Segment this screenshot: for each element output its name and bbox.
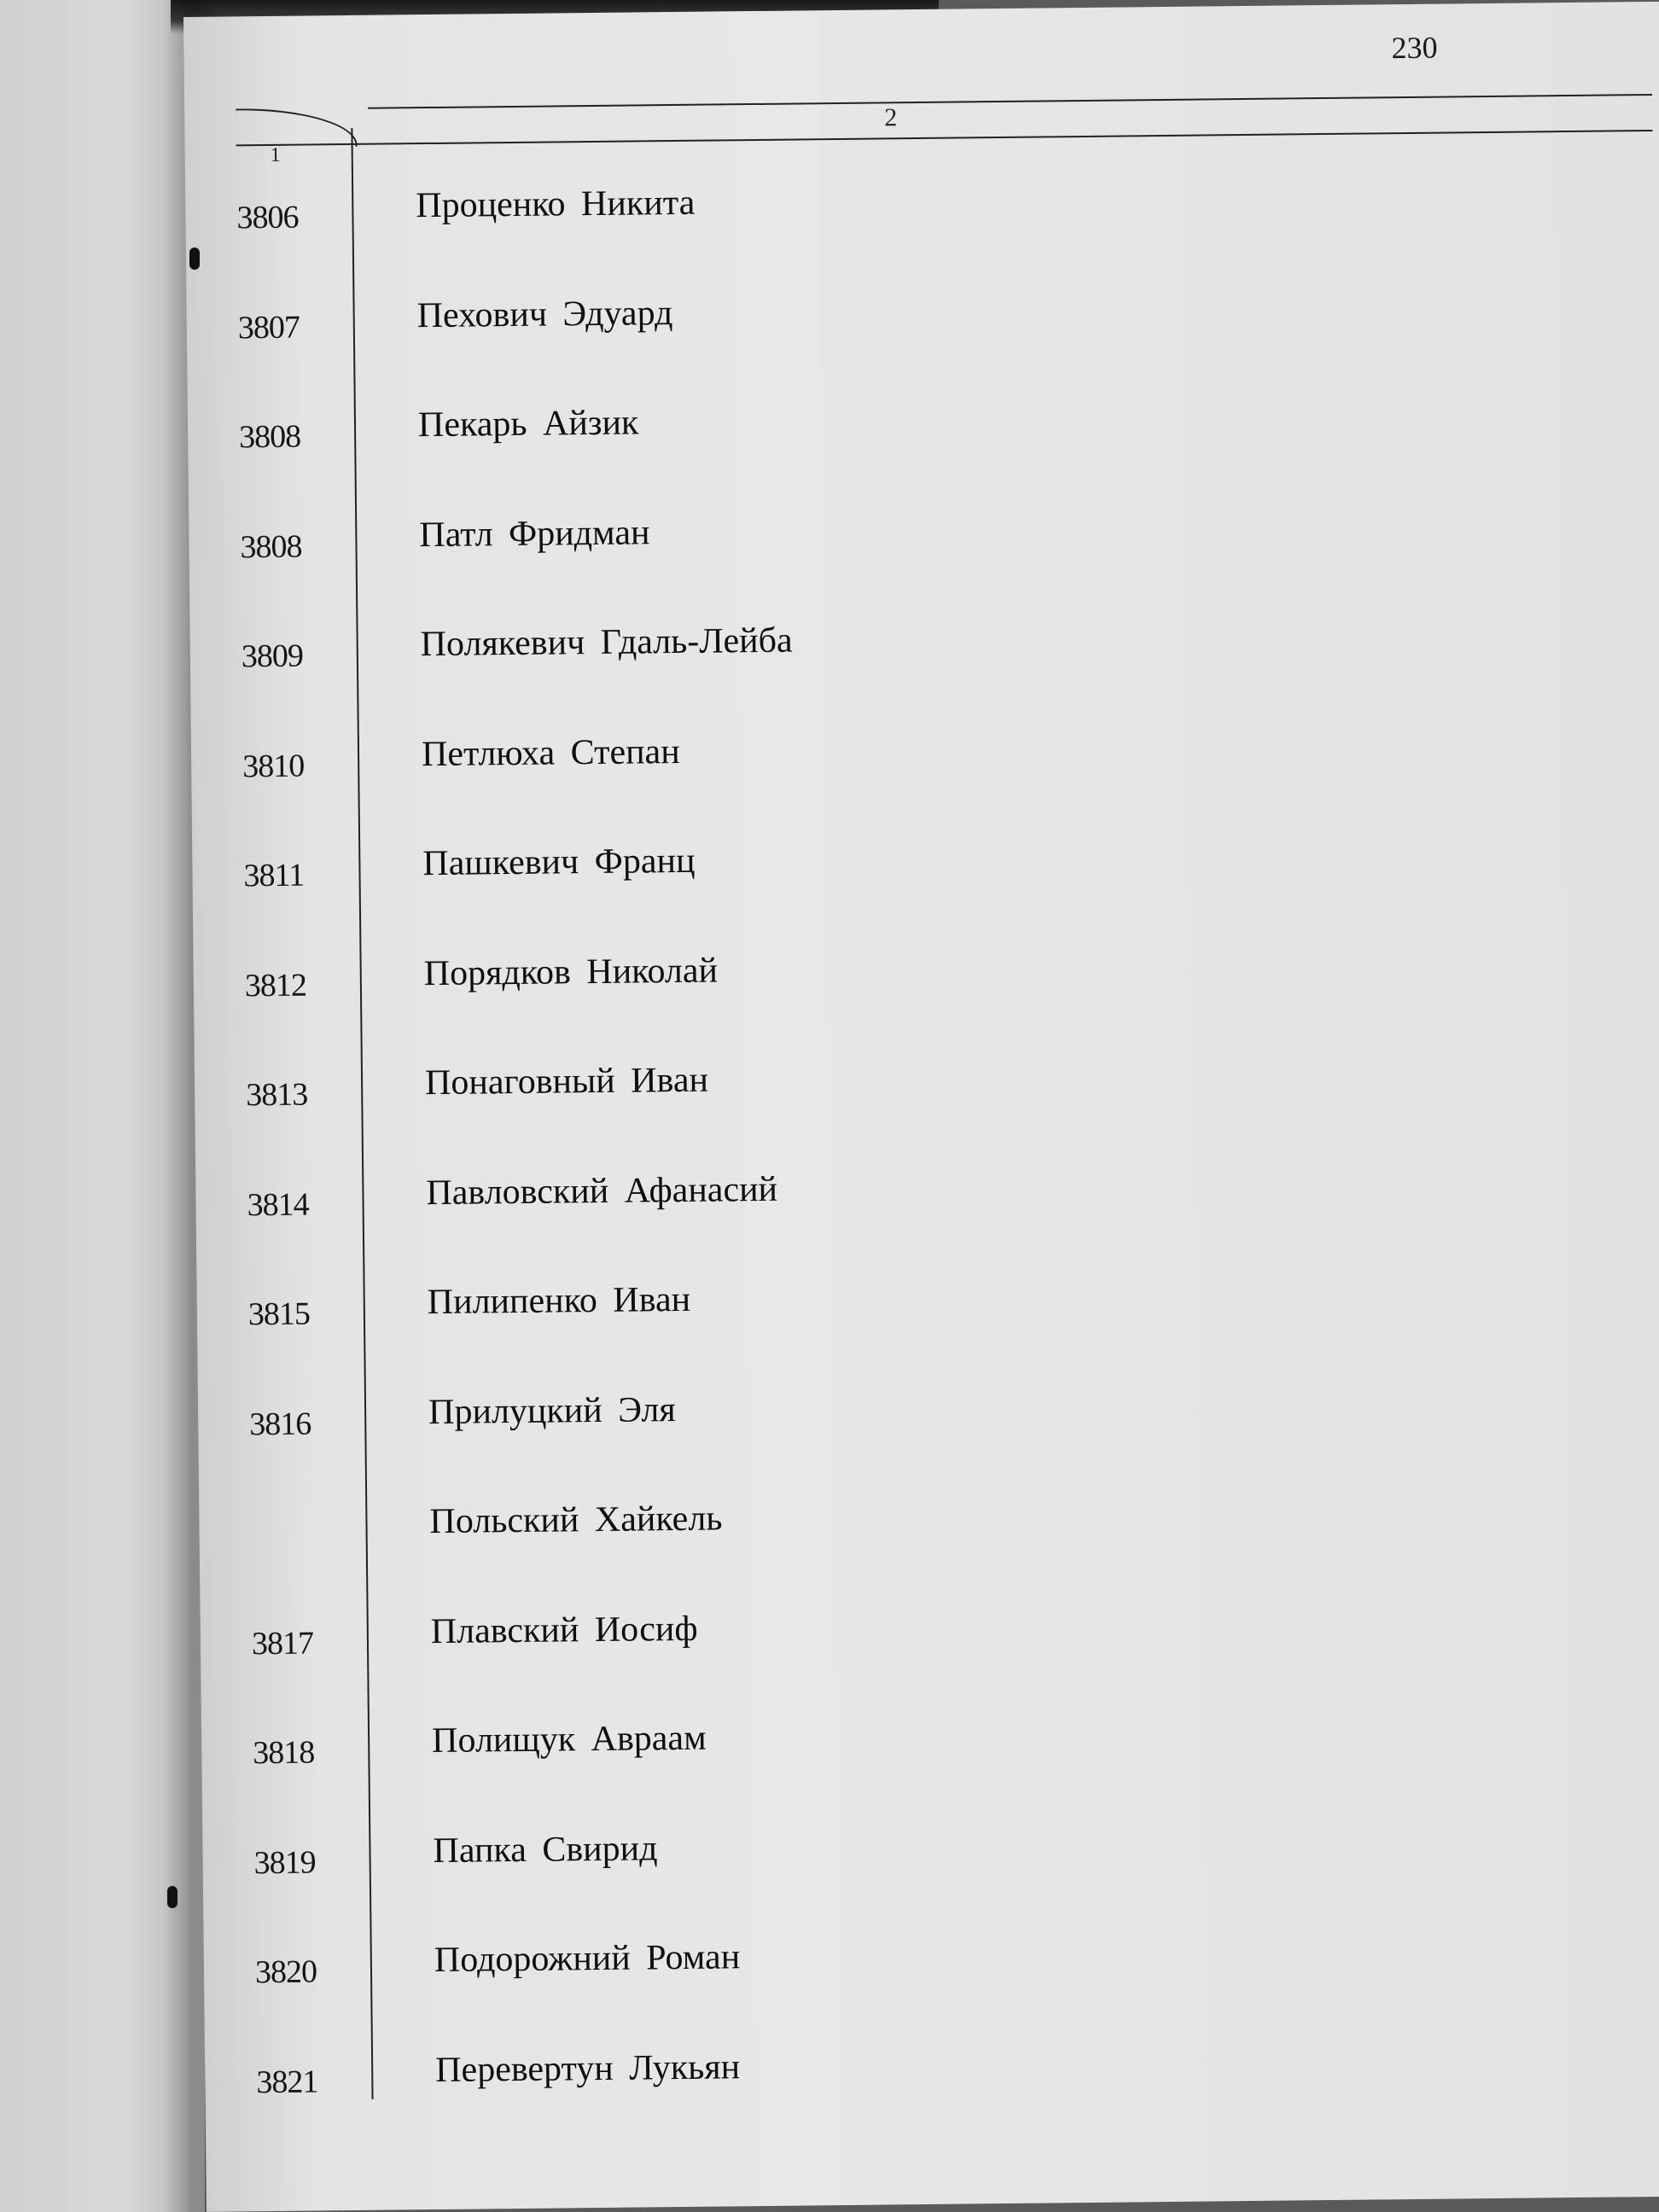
entry-name: Пекарь Айзик <box>417 403 639 445</box>
list-item <box>195 1050 1646 1174</box>
entry-name: Полищук Авраам <box>431 1718 707 1761</box>
list-item <box>189 502 1640 626</box>
page-number: 230 <box>1391 30 1438 66</box>
entry-name: Пашкевич Франц <box>422 841 696 884</box>
list-item <box>185 172 1637 297</box>
entry-number: 3807 <box>237 309 300 346</box>
entry-number: 3806 <box>236 199 299 236</box>
header-bottom-rule <box>236 130 1653 146</box>
binding-pin <box>189 247 200 270</box>
header-top-rule <box>368 94 1652 109</box>
entry-name: Полякевич Гдаль-Лейба <box>420 620 793 665</box>
list-item <box>199 1488 1650 1613</box>
entry-number: 3811 <box>243 857 305 894</box>
list-item <box>191 721 1643 846</box>
entry-name: Патл Фридман <box>419 512 650 555</box>
entry-name: Перевертун Лукьян <box>434 2046 741 2090</box>
entry-number: 3809 <box>241 637 304 675</box>
entry-number: 3808 <box>240 528 302 565</box>
entry-name: Порядков Николай <box>423 951 719 993</box>
column-header-2: 2 <box>884 103 898 132</box>
entry-number: 3819 <box>253 1844 316 1881</box>
list-item <box>188 392 1639 516</box>
entry-number: 3812 <box>244 967 307 1004</box>
list-item <box>197 1269 1649 1394</box>
entry-name: Проценко Никита <box>416 183 696 226</box>
entry-name: Плавский Иосиф <box>430 1609 698 1651</box>
list-item <box>201 1708 1653 1832</box>
entry-name: Пехович Эдуард <box>416 293 673 335</box>
entry-number: 3818 <box>253 1734 315 1772</box>
list-item <box>201 1598 1652 1723</box>
entry-name: Петлюха Степан <box>421 731 680 774</box>
entry-name: Пилипенко Иван <box>427 1279 691 1323</box>
entry-name: Польский Хайкель <box>429 1499 723 1542</box>
entry-name: Понаговный Иван <box>424 1060 709 1103</box>
entry-name: Павловский Афанасий <box>426 1169 778 1213</box>
list-item <box>204 1927 1656 2052</box>
entry-name: Папка Свирид <box>433 1828 658 1871</box>
list-item <box>194 940 1645 1065</box>
list-item <box>189 611 1641 736</box>
list-item <box>198 1379 1650 1504</box>
entry-number: 3813 <box>246 1076 308 1114</box>
list-item <box>205 2037 1656 2162</box>
list-item <box>195 1160 1647 1284</box>
column-header-1: 1 <box>270 143 281 166</box>
entry-number: 3808 <box>238 418 301 456</box>
entry-number: 3814 <box>247 1186 309 1223</box>
entry-number: 3817 <box>251 1625 314 1662</box>
entry-number <box>250 1514 352 1515</box>
entry-name: Прилуцкий Эля <box>428 1389 676 1432</box>
list-item <box>186 282 1638 407</box>
entry-number: 3810 <box>242 748 305 784</box>
header-corner-curve <box>236 108 357 148</box>
list-item <box>192 830 1644 955</box>
document-page <box>183 2 1659 2212</box>
entry-number: 3816 <box>249 1406 311 1442</box>
entry-list <box>185 172 1656 2162</box>
list-item <box>202 1818 1654 1942</box>
entry-number: 3821 <box>256 2063 318 2100</box>
entry-number: 3820 <box>254 1953 317 1991</box>
binding-pin <box>167 1886 178 1908</box>
entry-name: Подорожний Роман <box>434 1937 741 1981</box>
entry-number: 3815 <box>247 1295 311 1333</box>
